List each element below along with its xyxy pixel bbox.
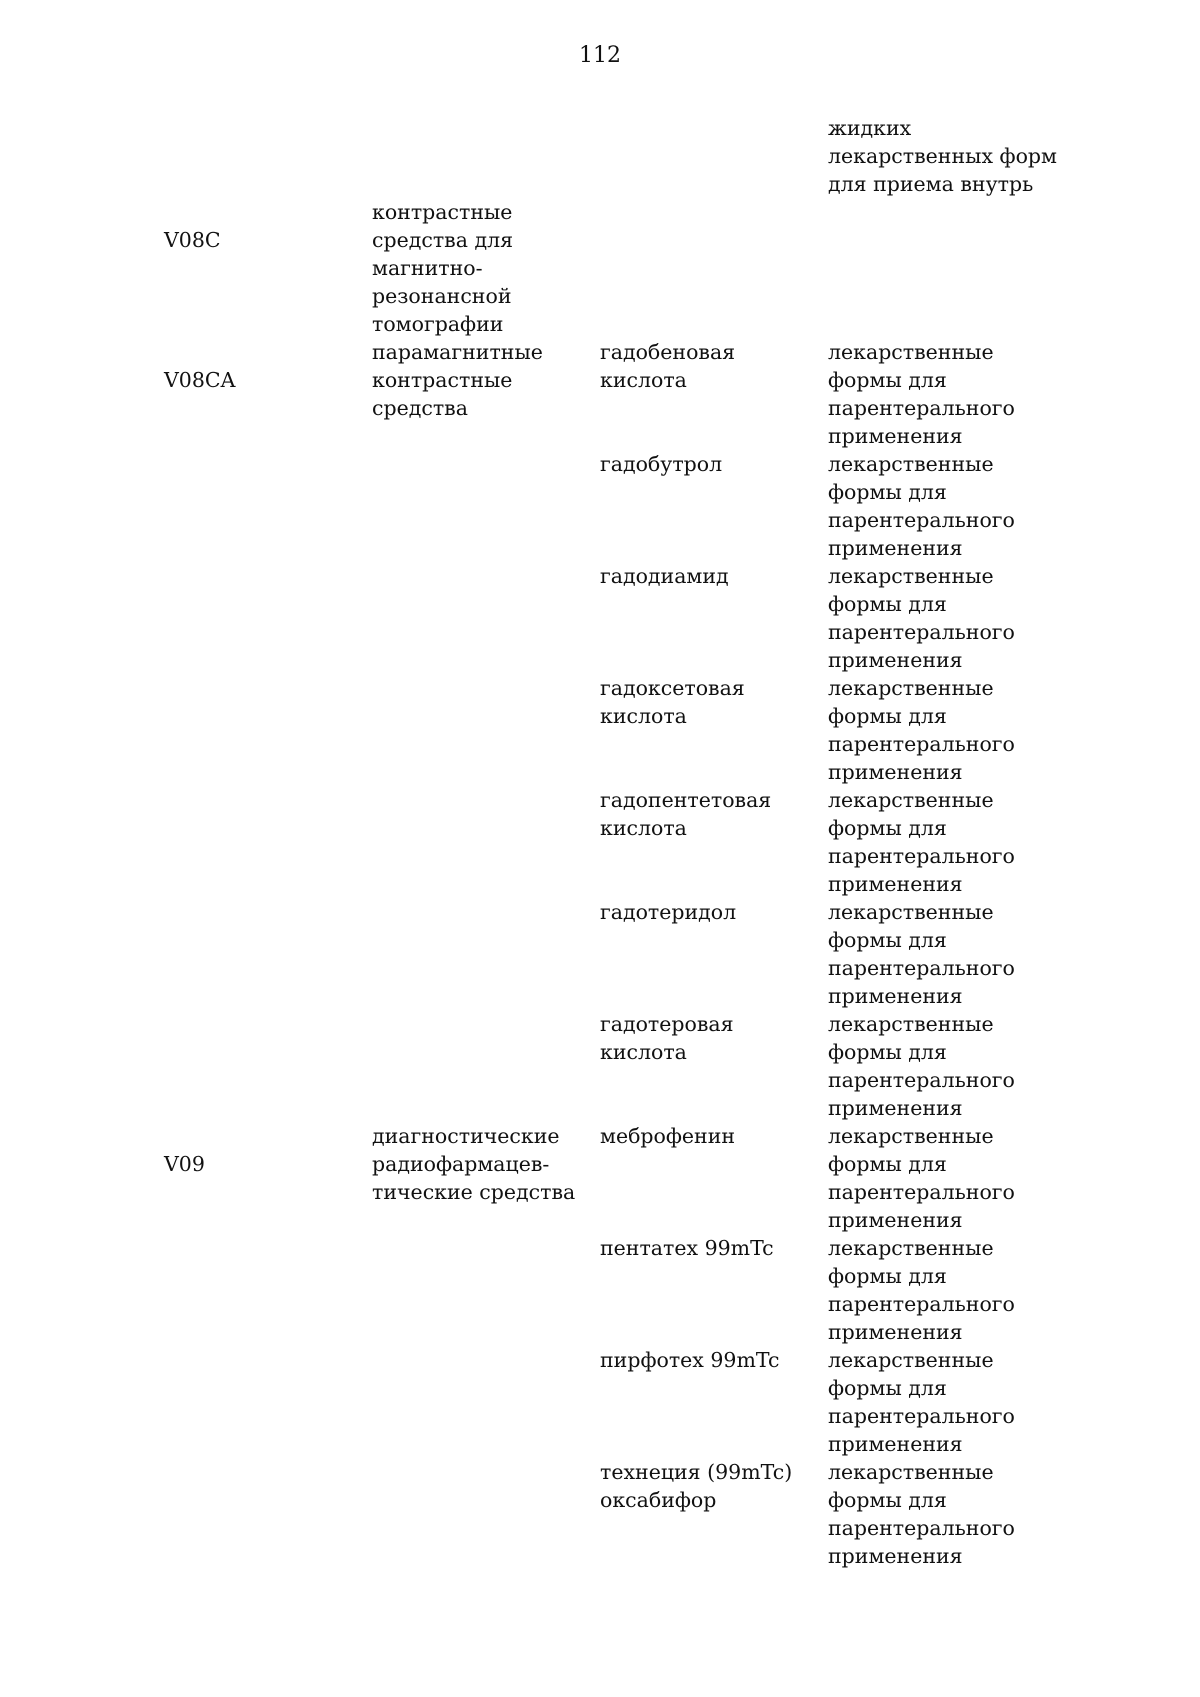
atc-code-v09: V09 bbox=[164, 1152, 205, 1176]
continuation-form-text: жидких лекарственных форм для приема внутрь bbox=[828, 116, 1057, 196]
dosage-form: лекарственные формы для парентерального применения bbox=[828, 452, 1015, 560]
dosage-form: лекарственные формы для парентерального применения bbox=[828, 1348, 1015, 1456]
page-number: 112 bbox=[579, 43, 621, 68]
dosage-form: лекарственные формы для парентерального применения bbox=[828, 340, 1015, 448]
dosage-form: лекарственные формы для парентерального применения bbox=[828, 1012, 1015, 1120]
drug-name: гадотеровая кислота bbox=[600, 1012, 734, 1064]
drug-name: гадопентетовая кислота bbox=[600, 788, 772, 840]
dosage-form: лекарственные формы для парентерального применения bbox=[828, 564, 1015, 672]
drug-name: пентатех 99mTc bbox=[600, 1236, 774, 1260]
drug-name: гадобеновая кислота bbox=[600, 340, 736, 392]
drug-name: гадобутрол bbox=[600, 452, 723, 476]
group-name-v09: диагностические радиофармацев- тические средства bbox=[372, 1124, 576, 1204]
group-name-v08ca: парамагнитные контрастные средства bbox=[372, 340, 543, 420]
dosage-form: лекарственные формы для парентерального применения bbox=[828, 1236, 1015, 1344]
drug-name: пирфотех 99mTc bbox=[600, 1348, 780, 1372]
group-name-v08c: контрастные средства для магнитно- резонансной томографии bbox=[372, 200, 514, 336]
dosage-form: лекарственные формы для парентерального применения bbox=[828, 1460, 1015, 1568]
dosage-form: лекарственные формы для парентерального применения bbox=[828, 900, 1015, 1008]
drug-name: технеция (99mTc) оксабифор bbox=[600, 1460, 793, 1512]
dosage-form: лекарственные формы для парентерального применения bbox=[828, 788, 1015, 896]
dosage-form: лекарственные формы для парентерального применения bbox=[828, 1124, 1015, 1232]
drug-name: гадоксетовая кислота bbox=[600, 676, 745, 728]
dosage-form: лекарственные формы для парентерального применения bbox=[828, 676, 1015, 784]
atc-code-v08ca: V08CA bbox=[164, 368, 236, 392]
drug-name: гадотеридол bbox=[600, 900, 737, 924]
drug-name: гадодиамид bbox=[600, 564, 729, 588]
atc-code-v08c: V08C bbox=[164, 228, 221, 252]
drug-name: меброфенин bbox=[600, 1124, 736, 1148]
